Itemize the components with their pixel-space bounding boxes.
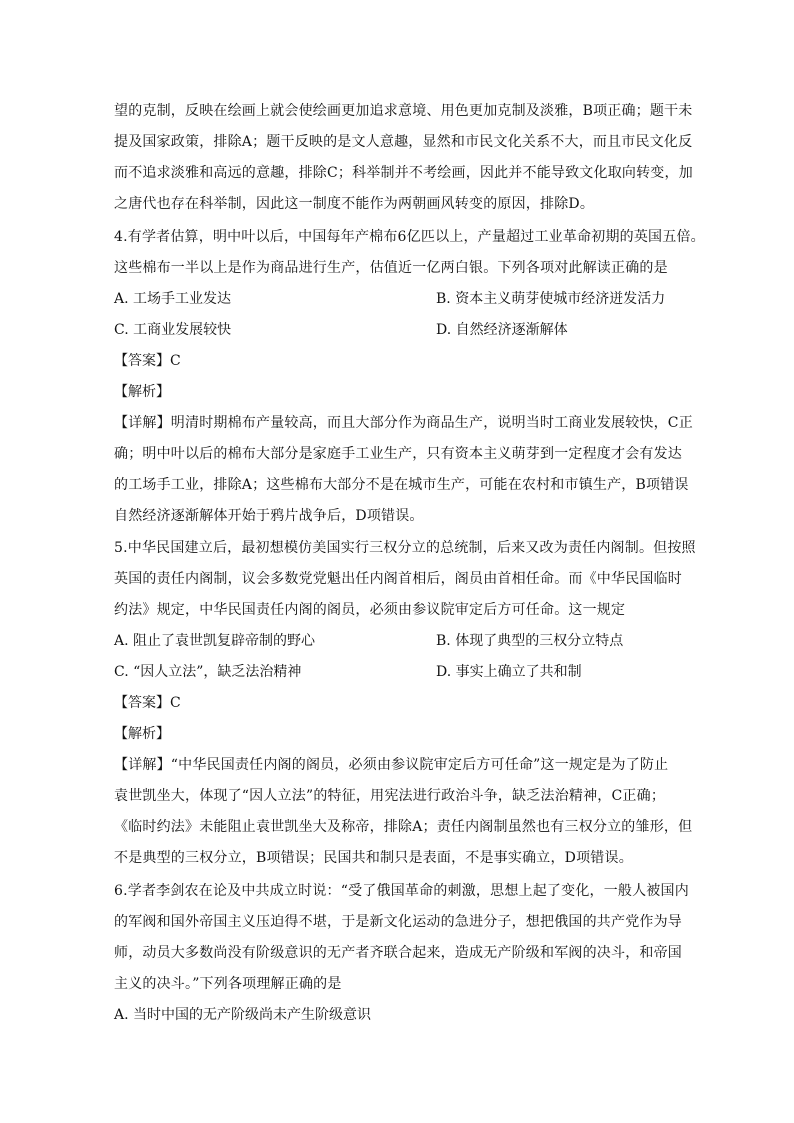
option-a: A. 工场手工业发达 bbox=[114, 291, 232, 307]
option-b: B. 体现了典型的三权分立特点 bbox=[436, 633, 624, 649]
option-b: B. 资本主义萌芽使城市经济迸发活力 bbox=[436, 291, 666, 307]
detail-analysis bbox=[114, 750, 696, 874]
option-c: C. 工商业发展较快 bbox=[114, 322, 232, 338]
text-line: 师，动员大多数尚没有阶级意识的无产者齐联合起来，造成无产阶级和军阀的决斗，和帝国 bbox=[114, 945, 682, 961]
text-line: 6.学者李剑农在论及中共成立时说：“受了俄国革命的刺激，思想上起了变化，一般人被国内 bbox=[114, 883, 689, 899]
option-a: A. 阻止了袁世凯复辟帝制的野心 bbox=[114, 633, 316, 649]
text-line: 的工场手工业，排除A；这些棉布大部分不是在城市生产，可能在农村和市镇生产，B项错误 bbox=[114, 477, 689, 493]
question-5 bbox=[114, 533, 696, 874]
text-line: 确；明中叶以后的棉布大部分是家庭手工业生产，只有资本主义萌芽到一定程度才会有发达 bbox=[114, 446, 682, 462]
question-6 bbox=[114, 876, 689, 1031]
text-line: 【详解】明清时期棉布产量较高，而且大部分作为商品生产，说明当时工商业发展较快，C正 bbox=[114, 415, 693, 431]
previous-analysis bbox=[114, 96, 693, 220]
text-line: 【详解】“中华民国责任内阁的阁员，必须由参议院审定后方可任命”这一规定是为了防止 bbox=[114, 757, 669, 773]
text-line: 袁世凯坐大，体现了“因人立法”的特征，用宪法进行政治斗争，缺乏法治精神，C正确； bbox=[114, 788, 666, 804]
text-line: 英国的责任内阁制，议会多数党党魁出任内阁首相后，阁员由首相任命。而《中华民国临时 bbox=[114, 571, 682, 587]
analysis-label: 【解析】 bbox=[114, 726, 170, 742]
question-stem bbox=[114, 533, 696, 626]
option-c: C. “因人立法”，缺乏法治精神 bbox=[114, 664, 302, 680]
detail-analysis bbox=[114, 408, 705, 532]
answer-label: 【答案】C bbox=[114, 695, 181, 711]
text-line: 不是典型的三权分立，B项错误；民国共和制只是表面，不是事实确立，D项错误。 bbox=[114, 850, 633, 866]
text-line: 主义的决斗。”下列各项理解正确的是 bbox=[114, 976, 342, 992]
question-stem bbox=[114, 222, 705, 284]
text-line: 的军阀和国外帝国主义压迫得不堪，于是新文化运动的急进分子，想把俄国的共产党作为导 bbox=[114, 914, 682, 930]
analysis-label: 【解析】 bbox=[114, 384, 170, 400]
text-line: 而不追求淡雅和高远的意趣，排除C；科举制并不考绘画，因此并不能导致文化取向转变，加 bbox=[114, 165, 693, 181]
options-row bbox=[114, 657, 696, 688]
text-line: 约法》规定，中华民国责任内阁的阁员，必须由参议院审定后方可任命。这一规定 bbox=[114, 602, 626, 618]
option-d: D. 事实上确立了共和制 bbox=[436, 664, 582, 680]
options-row bbox=[114, 284, 705, 315]
text-line: 这些棉布一半以上是作为商品进行生产，估值近一亿两白银。下列各项对此解读正确的是 bbox=[114, 260, 668, 276]
question-4 bbox=[114, 222, 705, 532]
option-a: A. 当时中国的无产阶级尚未产生阶级意识 bbox=[114, 1007, 372, 1023]
option-d: D. 自然经济逐渐解体 bbox=[436, 322, 568, 338]
text-line: 提及国家政策，排除A；题干反映的是文人意趣，显然和市民文化关系不大，而且市民文化反 bbox=[114, 134, 693, 150]
text-line: 自然经济逐渐解体开始于鸦片战争后，D项错误。 bbox=[114, 508, 424, 524]
text-line: 之唐代也存在科举制，因此这一制度不能作为两朝画风转变的原因，排除D。 bbox=[114, 196, 595, 212]
options-row bbox=[114, 315, 705, 346]
options-row bbox=[114, 626, 696, 657]
answer-label: 【答案】C bbox=[114, 353, 181, 369]
question-stem bbox=[114, 876, 689, 1000]
text-line: 5.中华民国建立后，最初想模仿美国实行三权分立的总统制，后来又改为责任内阁制。但按照 bbox=[114, 540, 696, 556]
text-line: 望的克制，反映在绘画上就会使绘画更加追求意境、用色更加克制及淡雅，B项正确；题干未 bbox=[114, 103, 693, 119]
text-line: 4.有学者估算，明中叶以后，中国每年产棉布6亿匹以上，产量超过工业革命初期的英国五倍。 bbox=[114, 229, 705, 245]
text-line: 《临时约法》未能阻止袁世凯坐大及称帝，排除A；责任内阁制虽然也有三权分立的雏形，但 bbox=[114, 819, 693, 835]
